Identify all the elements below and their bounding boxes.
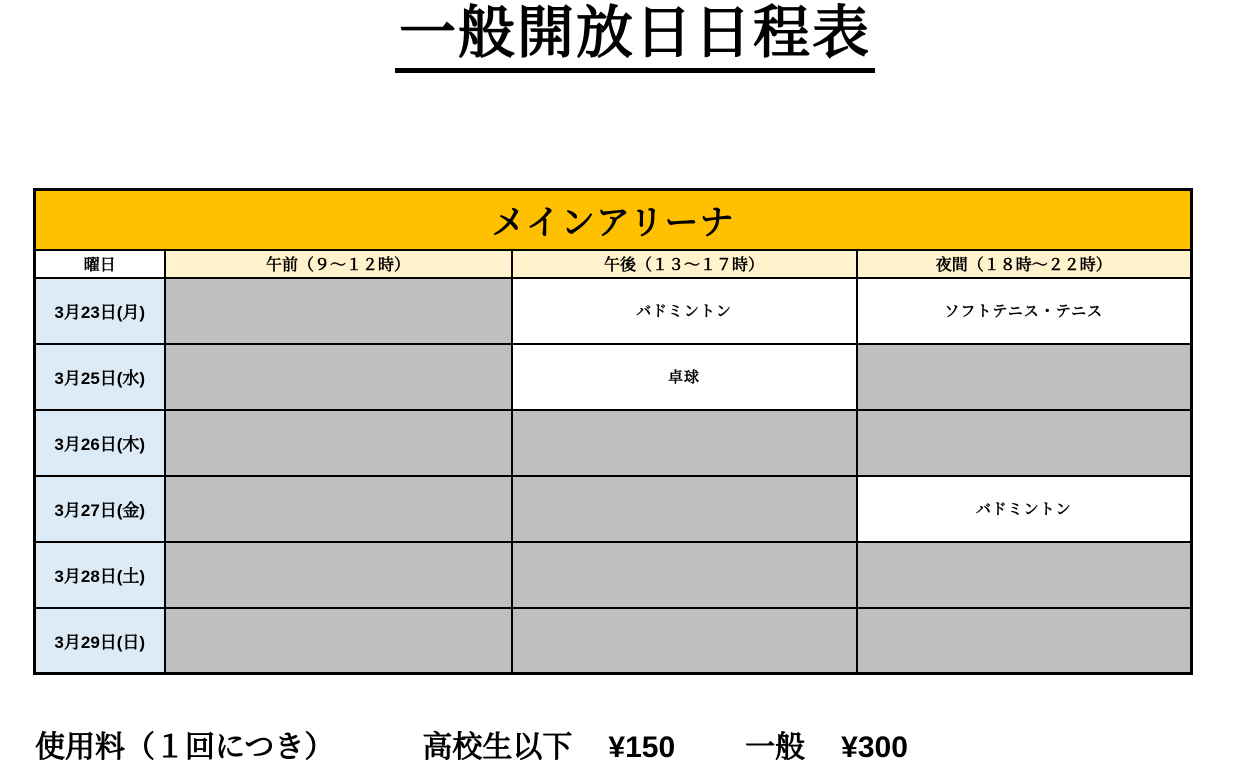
schedule-cell-morning <box>165 608 512 674</box>
general-fee-label: 一般 <box>745 731 806 764</box>
schedule-cell-night: ソフトテニス・テニス <box>857 278 1192 344</box>
schedule-cell-night: バドミントン <box>857 476 1192 542</box>
schedule-cell-afternoon: バドミントン <box>512 278 857 344</box>
table-row <box>35 476 1192 542</box>
schedule-cell-morning <box>165 410 512 476</box>
student-fee-amount: ¥150 <box>608 731 676 764</box>
table-row <box>35 278 1192 344</box>
fee-label: 使用料（１回につき） <box>35 731 335 764</box>
schedule-table <box>33 188 1193 675</box>
table-row <box>35 344 1192 410</box>
arena-title: メインアリーナ <box>35 190 1192 250</box>
day-cell: 3月28日(土) <box>35 542 165 608</box>
schedule-cell-night <box>857 542 1192 608</box>
day-cell: 3月26日(木) <box>35 410 165 476</box>
general-fee-amount: ¥300 <box>841 731 908 764</box>
schedule-cell-morning <box>165 542 512 608</box>
schedule-cell-afternoon <box>512 476 857 542</box>
day-cell: 3月23日(月) <box>35 278 165 344</box>
schedule-cell-afternoon <box>512 608 857 674</box>
schedule-cell-night <box>857 608 1192 674</box>
arena-header-row <box>35 190 1192 250</box>
schedule-cell-afternoon: 卓球 <box>512 344 857 410</box>
table-row <box>35 542 1192 608</box>
schedule-cell-night <box>857 410 1192 476</box>
schedule-cell-morning <box>165 344 512 410</box>
schedule-cell-morning <box>165 476 512 542</box>
student-fee-label: 高校生以下 <box>422 731 573 764</box>
schedule-cell-afternoon <box>512 410 857 476</box>
day-cell: 3月25日(水) <box>35 344 165 410</box>
column-header-night: 夜間（１８時～２２時） <box>857 250 1192 278</box>
column-header-morning: 午前（９～１２時） <box>165 250 512 278</box>
day-cell: 3月27日(金) <box>35 476 165 542</box>
column-header-afternoon: 午後（１３～１７時） <box>512 250 857 278</box>
schedule-cell-afternoon <box>512 542 857 608</box>
fee-section <box>35 722 908 766</box>
day-cell: 3月29日(日) <box>35 608 165 674</box>
schedule-cell-morning <box>165 278 512 344</box>
page-title: 一般開放日日程表 <box>395 2 875 73</box>
table-row <box>35 410 1192 476</box>
column-header-row <box>35 250 1192 278</box>
title-container <box>0 0 1246 73</box>
table-row <box>35 608 1192 674</box>
schedule-cell-night <box>857 344 1192 410</box>
column-header-day: 曜日 <box>35 250 165 278</box>
